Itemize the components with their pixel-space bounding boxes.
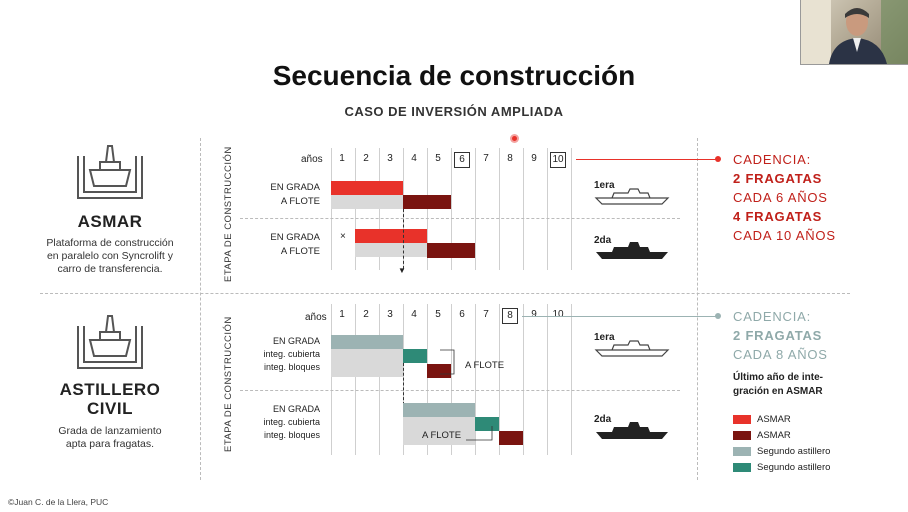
- grid-line: [331, 148, 332, 270]
- asmar-name: ASMAR: [77, 212, 143, 231]
- frigate-solid-icon: [594, 420, 674, 442]
- cadence-line: 4 FRAGATAS: [733, 209, 823, 224]
- bar-second-grada: [331, 335, 403, 349]
- cadence-line: CADA 8 AÑOS: [733, 347, 828, 362]
- page-title: Secuencia de construcción: [272, 60, 636, 91]
- grid-line: [571, 304, 572, 455]
- shipyard-drydock-icon: [70, 136, 150, 206]
- year-tick: 1: [339, 309, 345, 320]
- footer-credit: ©Juan C. de la Llera, PUC: [8, 497, 109, 507]
- grid-line: [379, 304, 380, 455]
- last-year-note: [733, 371, 823, 399]
- civil-name-line: CIVIL: [87, 399, 133, 418]
- legend-item: [733, 443, 830, 459]
- year-tick: 10: [552, 309, 564, 320]
- dependency-line: [403, 209, 404, 269]
- year-tick: 9: [531, 153, 537, 164]
- bot-f1-row-labels: [240, 335, 320, 374]
- note-line: Último año de inte-: [733, 372, 823, 383]
- year-tick: 8: [507, 153, 513, 164]
- years-label-top: años: [301, 154, 323, 165]
- frigate-outline-icon: [594, 336, 674, 358]
- bar-asmar-grada: [355, 229, 427, 243]
- cadence-line: 2 FRAGATAS: [733, 171, 823, 186]
- cadence-line: CADA 6 AÑOS: [733, 190, 828, 205]
- cadence-line: 2 FRAGATAS: [733, 328, 823, 343]
- bar-second-integ: [403, 349, 427, 363]
- section-divider: [40, 293, 850, 294]
- asmar-desc-line: Plataforma de construcción: [46, 237, 174, 249]
- legend-item: [733, 411, 830, 427]
- legend-label: Segundo astillero: [757, 445, 831, 457]
- top-f1-row-labels: [240, 181, 320, 209]
- cadence-connector: [576, 159, 718, 160]
- frigate-label: 2da: [594, 235, 612, 246]
- stage-label-bottom: ETAPA DE CONSTRUCCIÓN: [223, 316, 234, 452]
- grid-line: [331, 304, 332, 455]
- cadence-bottom: [733, 307, 828, 364]
- year-tick: 8: [502, 308, 518, 324]
- year-tick: 9: [531, 309, 537, 320]
- row-label: EN GRADA: [270, 182, 320, 193]
- legend-swatch: [733, 447, 751, 456]
- year-tick: 5: [435, 153, 441, 164]
- year-tick: 10: [550, 152, 566, 168]
- bar-gray-shadow: [331, 195, 403, 209]
- legend-item: [733, 427, 830, 443]
- year-tick: 7: [483, 309, 489, 320]
- legend: [733, 411, 830, 475]
- civil-name: [40, 380, 180, 418]
- year-tick: 6: [454, 152, 470, 168]
- grid-line: [475, 148, 476, 270]
- grid-line: [355, 304, 356, 455]
- grid-line: [547, 148, 548, 270]
- cadence-connector: [522, 316, 718, 317]
- legend-label: Segundo astillero: [757, 461, 831, 473]
- row-label: integ. cubierta: [263, 417, 320, 427]
- years-label-bottom: años: [305, 312, 327, 323]
- legend-swatch: [733, 463, 751, 472]
- frigate-label: 1era: [594, 332, 615, 343]
- asmar-desc-line: carro de transferencia.: [57, 263, 163, 275]
- grid-line: [547, 304, 548, 455]
- civil-desc-line: apta para fragatas.: [65, 438, 155, 450]
- year-tick: 3: [387, 309, 393, 320]
- row-label: EN GRADA: [272, 336, 320, 346]
- webcam-thumbnail: [800, 0, 908, 65]
- grid-line: [499, 148, 500, 270]
- grid-line: [523, 148, 524, 270]
- civil-description: [30, 425, 190, 451]
- legend-label: ASMAR: [757, 429, 791, 441]
- legend-item: [733, 459, 830, 475]
- cadence-line: CADA 10 AÑOS: [733, 228, 836, 243]
- row-label: integ. cubierta: [263, 349, 320, 359]
- bar-asmar-flote: [427, 243, 475, 258]
- bar-asmar-flote: [403, 195, 451, 209]
- row-label: EN GRADA: [272, 404, 320, 414]
- stage-label-top: ETAPA DE CONSTRUCCIÓN: [223, 146, 234, 282]
- bot-f2-row-labels: [240, 403, 320, 442]
- cadence-line: CADENCIA:: [733, 309, 811, 324]
- frigate-label: 2da: [594, 414, 612, 425]
- civil-name-line: ASTILLERO: [59, 380, 161, 399]
- frigate-outline-icon: [594, 184, 674, 206]
- afloat-label: A FLOTE: [465, 360, 505, 371]
- afloat-label: A FLOTE: [422, 430, 462, 441]
- row-label: A FLOTE: [280, 246, 320, 257]
- arrow-down-icon: ▼: [398, 266, 406, 275]
- bar-second-grada: [403, 403, 475, 417]
- row-label: A FLOTE: [280, 196, 320, 207]
- bar-gray-shadow: [355, 243, 427, 257]
- year-tick: 2: [363, 309, 369, 320]
- presenter-video-icon: [801, 0, 908, 64]
- page-subtitle: CASO DE INVERSIÓN AMPLIADA: [344, 104, 564, 119]
- year-tick: 5: [435, 309, 441, 320]
- row-label: integ. bloques: [263, 362, 320, 372]
- connector-dot: [715, 156, 721, 162]
- dependency-line: [403, 363, 404, 405]
- year-tick: 6: [459, 309, 465, 320]
- bar-asmar-grada: [331, 181, 403, 195]
- row-divider: [240, 390, 680, 391]
- cadence-top: [733, 150, 836, 245]
- frigate-label: 1era: [594, 180, 615, 191]
- year-tick: 3: [387, 153, 393, 164]
- row-divider: [240, 218, 680, 219]
- bar-gray-shadow: [331, 349, 403, 377]
- year-tick: 4: [411, 153, 417, 164]
- right-divider: [697, 138, 698, 480]
- legend-swatch: [733, 415, 751, 424]
- connector-dot: [715, 313, 721, 319]
- year-tick: 4: [411, 309, 417, 320]
- legend-label: ASMAR: [757, 413, 791, 425]
- grid-line: [523, 304, 524, 455]
- row-label: EN GRADA: [270, 232, 320, 243]
- left-divider: [200, 138, 201, 480]
- pointer-dot: [510, 134, 519, 143]
- legend-swatch: [733, 431, 751, 440]
- afloat-bracket: [466, 422, 506, 452]
- grid-line: [571, 148, 572, 270]
- row-label: integ. bloques: [263, 430, 320, 440]
- civil-desc-line: Grada de lanzamiento: [58, 425, 162, 437]
- cadence-line: CADENCIA:: [733, 152, 811, 167]
- year-tick: 1: [339, 153, 345, 164]
- year-tick: 7: [483, 153, 489, 164]
- year-tick: 2: [363, 153, 369, 164]
- asmar-desc-line: en paralelo con Syncrolift y: [46, 250, 174, 262]
- note-line: gración en ASMAR: [733, 386, 823, 397]
- shipyard-drydock-icon: [70, 306, 150, 376]
- cross-marker: ×: [340, 231, 346, 242]
- top-f2-row-labels: [240, 231, 320, 259]
- asmar-description: [30, 237, 190, 276]
- frigate-solid-icon: [594, 240, 674, 262]
